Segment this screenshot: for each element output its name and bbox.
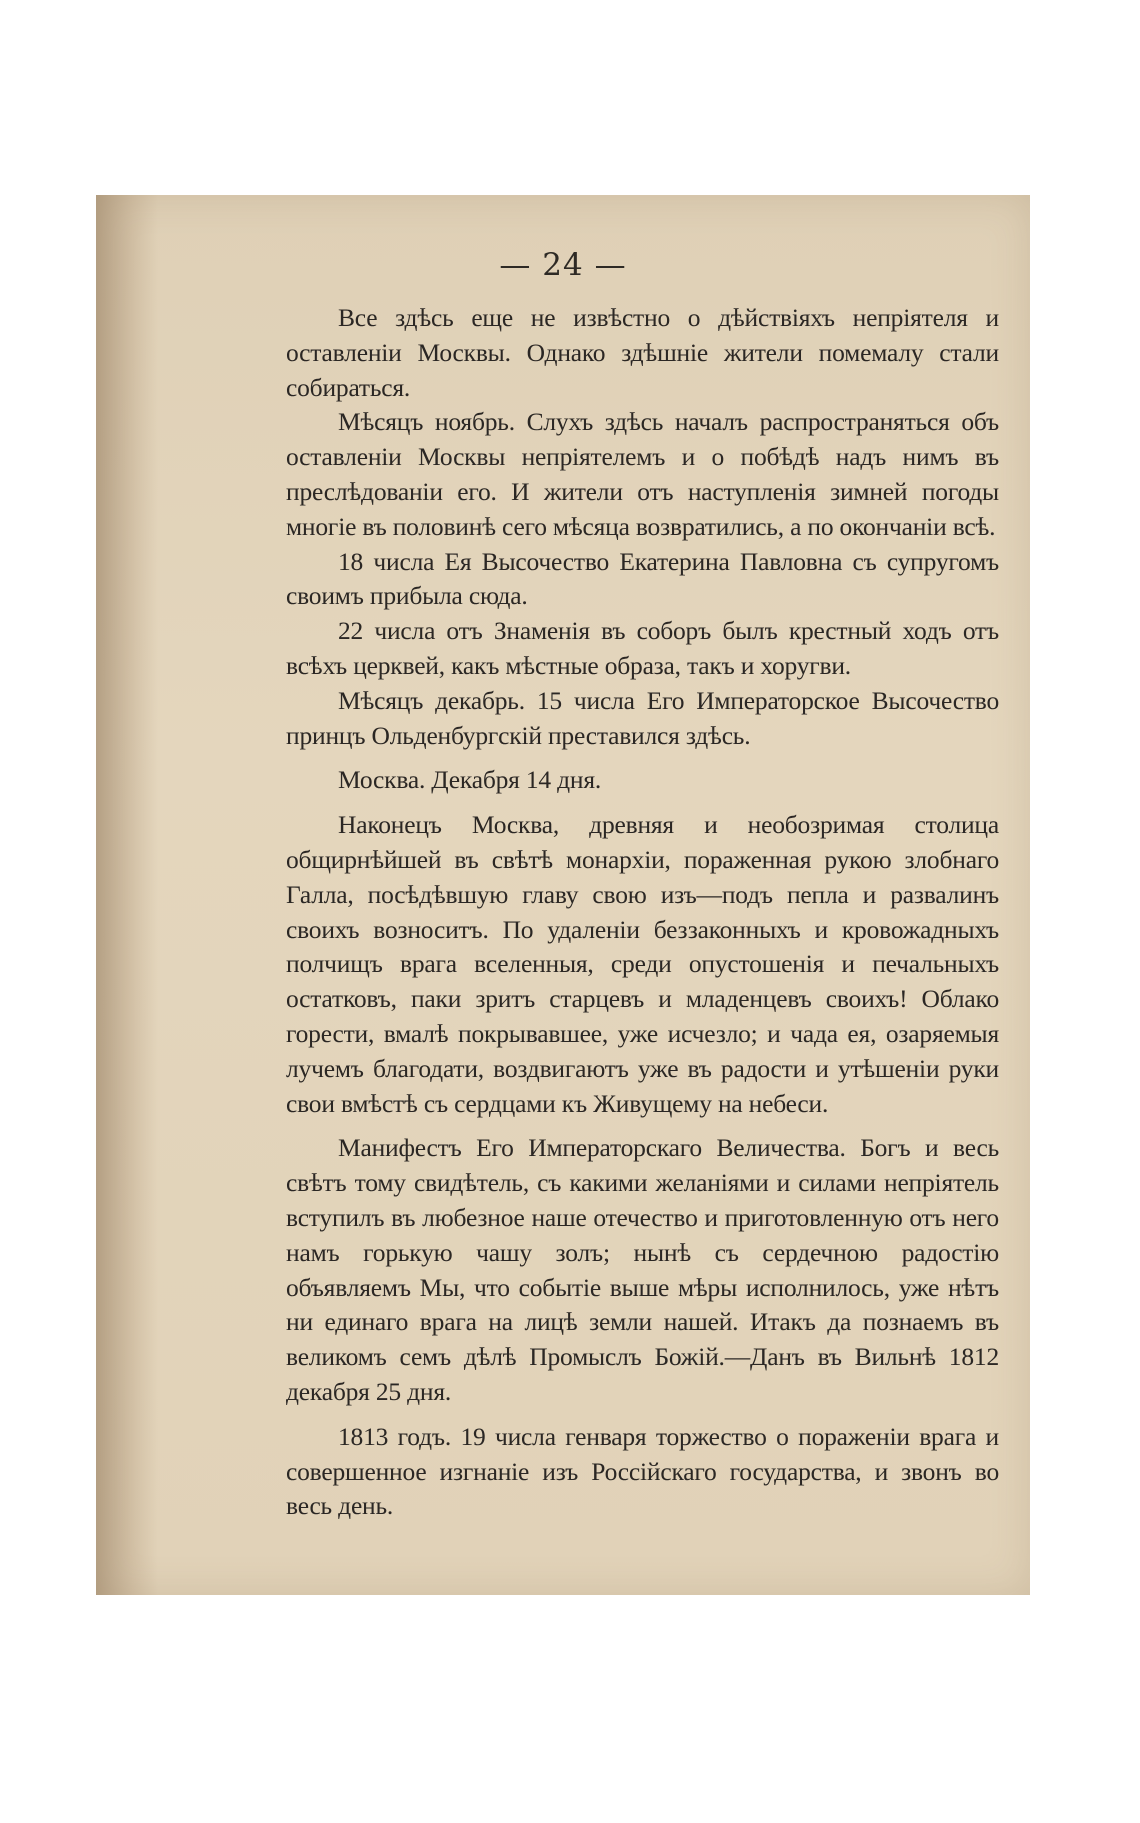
paragraph-5: Мѣсяцъ декабрь. 15 числа Его Императорское Высочество принцъ Ольденбургскій преставился здѣсь. — [286, 685, 999, 750]
paragraph-4: 22 числа отъ Знаменія въ соборъ былъ крестный ходъ отъ всѣхъ церквей, какъ мѣстные образа, такъ и хоругви. — [286, 616, 999, 680]
body-text — [286, 301, 999, 1524]
paragraph-7: Наконецъ Москва, древняя и необозримая столица общирнѣйшей въ свѣтѣ монархіи, пораженная рукою злобнаго Галла, посѣдѣвшую главу свою изъ—подъ пепла и развалинъ своихъ возноситъ. По удаленіи беззаконныхъ и кровожадныхъ полчищъ врага вселенныя, среди опустошенія и печальныхъ остатковъ, паки зритъ старцевъ и младенцевъ своихъ! Облако горести, вмалѣ покрывавшее, уже исчезло; и чада ея, озаряемыя лучемъ благодати, воздвигаютъ уже въ радости и утѣшеніи руки свои вмѣстѣ съ сердцами къ Живущему на небеси. — [286, 810, 999, 1118]
paragraph-3: 18 числа Ея Высочество Екатерина Павловна съ супругомъ своимъ прибыла сюда. — [286, 546, 999, 611]
page-number: — 24 — — [499, 247, 627, 283]
paragraph-2: Мѣсяцъ ноябрь. Слухъ здѣсь началъ распространяться объ оставленіи Москвы непріятелемъ и о побѣдѣ надъ нимъ въ преслѣдованіи его. И жители отъ наступленія зимней погоды многіе въ половинѣ сего мѣсяца возвратились, а по окончаніи всѣ. — [286, 407, 999, 541]
paragraph-1: Все здѣсь еще не извѣстно о дѣйствіяхъ непріятеля и оставленіи Москвы. Однако здѣшніе жители помемалу стали собираться. — [286, 303, 999, 402]
binding-shadow — [96, 195, 158, 1595]
paragraph-8-manifesto: Манифестъ Его Императорскаго Величества. Богъ и весь свѣтъ тому свидѣтель, съ какими желаніями и силами непріятель вступилъ въ любезное наше отечество и приготовленную отъ него намъ горькую чашу золъ; нынѣ съ сердечною радостію объявляемъ Мы, что событіе выше мѣры исполнилось, уже нѣтъ ни единаго врага на лицѣ земли нашей. Итакъ да познаемъ въ великомъ семъ дѣлѣ Промыслъ Божій.—Данъ въ Вильнѣ 1812 декабря 25 дня. — [286, 1133, 999, 1406]
paragraph-9: 1813 годъ. 19 числа генваря торжество о пораженіи врага и совершенное изгнаніе изъ Россійскаго государства, и звонъ во весь день. — [286, 1421, 999, 1521]
scanned-page — [96, 195, 1030, 1595]
paragraph-6-dateline: Москва. Декабря 14 дня. — [338, 765, 602, 795]
